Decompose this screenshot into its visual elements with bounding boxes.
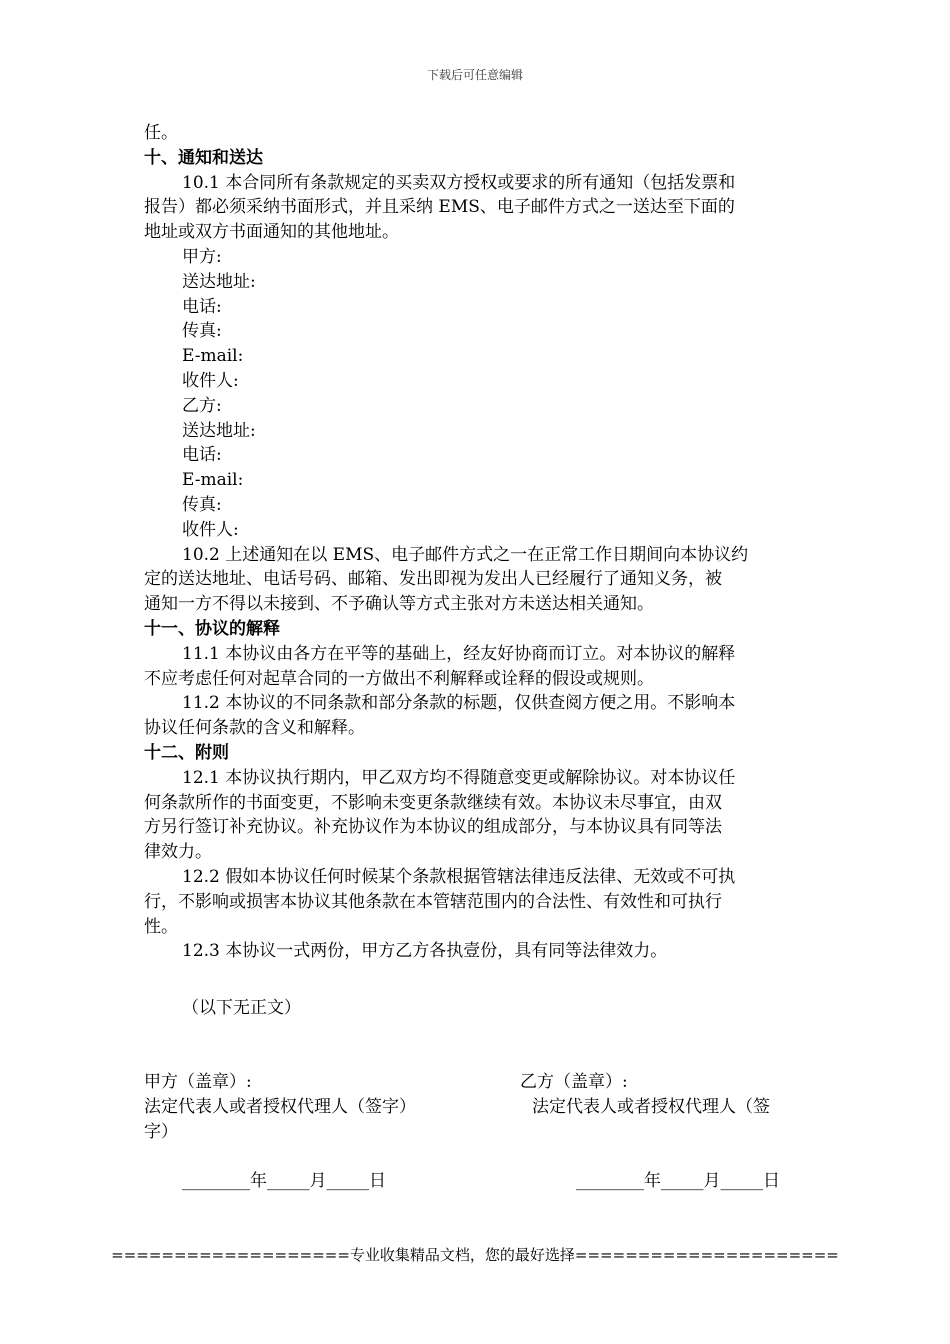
text-line: 行，不影响或损害本协议其他条款在本管辖范围内的合法性、有效性和可执行	[144, 891, 722, 912]
text-line: 10.2 上述通知在以 EMS、电子邮件方式之一在正常工作日期间向本协议约	[182, 544, 749, 565]
text-line: 传真:	[182, 494, 222, 515]
text-line: 方另行签订补充协议。补充协议作为本协议的组成部分，与本协议具有同等法	[144, 817, 722, 838]
page-footer: ===================专业收集精品文档，您的最好选择=====================	[111, 1246, 839, 1264]
text-line: 送达地址:	[182, 271, 256, 292]
text-line: 12.3 本协议一式两份，甲方乙方各执壹份，具有同等法律效力。	[182, 941, 668, 962]
text-line: 地址或双方书面通知的其他地址。	[144, 222, 399, 243]
party-a-representative: 法定代表人或者授权代理人（签字）	[144, 1096, 416, 1117]
section-heading: 十二、附则	[144, 742, 229, 763]
text-line: 收件人:	[182, 370, 239, 391]
text-line: 何条款所作的书面变更，不影响未变更条款继续有效。本协议未尽事宜，由双	[144, 792, 722, 813]
party-a-representative-cont: 字）	[144, 1121, 178, 1142]
party-b-date: ________年_____月_____日	[576, 1171, 780, 1191]
document-body	[144, 121, 808, 964]
section-heading: 十一、协议的解释	[144, 618, 280, 639]
text-line: 10.1 本合同所有条款规定的买卖双方授权或要求的所有通知（包括发票和	[182, 172, 736, 193]
text-line: 性。	[144, 916, 178, 937]
end-note-text: （以下无正文）	[182, 998, 301, 1018]
end-note	[144, 996, 808, 1021]
text-line: E-mail:	[182, 470, 244, 491]
section-heading: 十、通知和送达	[144, 147, 263, 168]
text-line: 电话:	[182, 445, 222, 466]
party-b-seal: 乙方（盖章）:	[520, 1072, 628, 1092]
text-line: 通知一方不得以未接到、不予确认等方式主张对方未送达相关通知。	[144, 594, 654, 615]
text-line: 收件人:	[182, 519, 239, 540]
text-line: 11.2 本协议的不同条款和部分条款的标题，仅供查阅方便之用。不影响本	[182, 693, 736, 714]
text-line: 电话:	[182, 296, 222, 317]
text-line: 12.2 假如本协议任何时候某个条款根据管辖法律违反法律、无效或不可执	[182, 866, 736, 887]
text-line: 11.1 本协议由各方在平等的基础上，经友好协商而订立。对本协议的解释	[182, 643, 736, 664]
text-line: E-mail:	[182, 346, 244, 367]
text-line: 律效力。	[144, 842, 212, 863]
date-row	[144, 1169, 808, 1194]
party-b-representative: 法定代表人或者授权代理人（签	[532, 1096, 770, 1117]
text-line: 协议任何条款的含义和解释。	[144, 718, 365, 739]
text-line: 甲方:	[182, 246, 222, 267]
text-line: 不应考虑任何对起草合同的一方做出不利解释或诠释的假设或规则。	[144, 668, 654, 689]
party-a-date: ________年_____月_____日	[182, 1171, 386, 1191]
signature-block	[144, 1070, 808, 1144]
page-header: 下载后可任意编辑	[426, 68, 523, 82]
text-line: 12.1 本协议执行期内，甲乙双方均不得随意变更或解除协议。对本协议任	[182, 767, 736, 788]
text-line: 送达地址:	[182, 420, 256, 441]
text-line: 传真:	[182, 321, 222, 342]
text-line: 任。	[144, 123, 178, 143]
text-line: 报告）都必须采纳书面形式，并且采纳 EMS、电子邮件方式之一送达至下面的	[144, 197, 735, 218]
party-a-seal: 甲方（盖章）:	[144, 1072, 252, 1092]
text-line: 乙方:	[182, 395, 222, 416]
text-line: 定的送达地址、电话号码、邮箱、发出即视为发出人已经履行了通知义务，被	[144, 569, 722, 590]
